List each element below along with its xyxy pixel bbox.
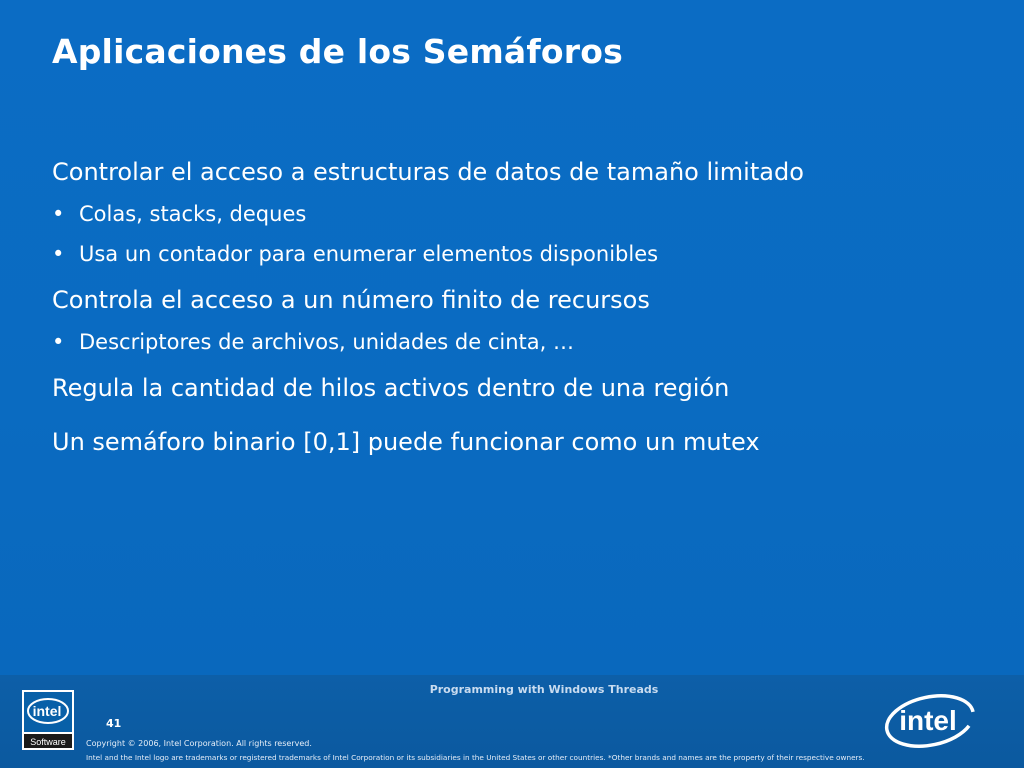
point-1: Controlar el acceso a estructuras de datos de tamaño limitado	[52, 158, 804, 186]
subpoint-text: Usa un contador para enumerar elementos disponibles	[79, 242, 659, 266]
subpoint-1-1	[52, 199, 1002, 229]
intel-logo-text: intel	[899, 705, 957, 736]
copyright-notice: Copyright © 2006, Intel Corporation. All rights reserved.	[86, 739, 312, 748]
course-title: Programming with Windows Threads	[429, 683, 659, 696]
point-3: Regula la cantidad de hilos activos dentro de una región	[52, 374, 730, 402]
subpoint-2-1	[52, 327, 1002, 357]
slide-content	[52, 155, 1002, 459]
bullet-icon: •	[52, 202, 65, 226]
subpoint-text: Colas, stacks, deques	[79, 202, 307, 226]
slide-number: 41	[106, 717, 122, 730]
trademark-notice: Intel and the Intel logo are trademarks or registered trademarks of Intel Corporation or its subsidiaries in the United States or other countries. *Other brands and names are the property of their respective owners.	[86, 753, 865, 762]
badge-label: Software	[30, 737, 66, 747]
bullet-icon: •	[52, 242, 65, 266]
slide-title: Aplicaciones de los Semáforos	[52, 32, 623, 71]
subpoint-1-2	[52, 239, 1002, 269]
badge-logo-text: intel	[32, 703, 62, 719]
intel-logo-icon	[880, 690, 980, 750]
point-2: Controla el acceso a un número finito de recursos	[52, 286, 650, 314]
bullet-icon: •	[52, 330, 65, 354]
slide-footer	[0, 675, 1024, 768]
point-4: Un semáforo binario [0,1] puede funcionar como un mutex	[52, 428, 760, 456]
intel-software-badge-icon	[22, 690, 74, 750]
subpoint-text: Descriptores de archivos, unidades de cinta, …	[79, 330, 574, 354]
